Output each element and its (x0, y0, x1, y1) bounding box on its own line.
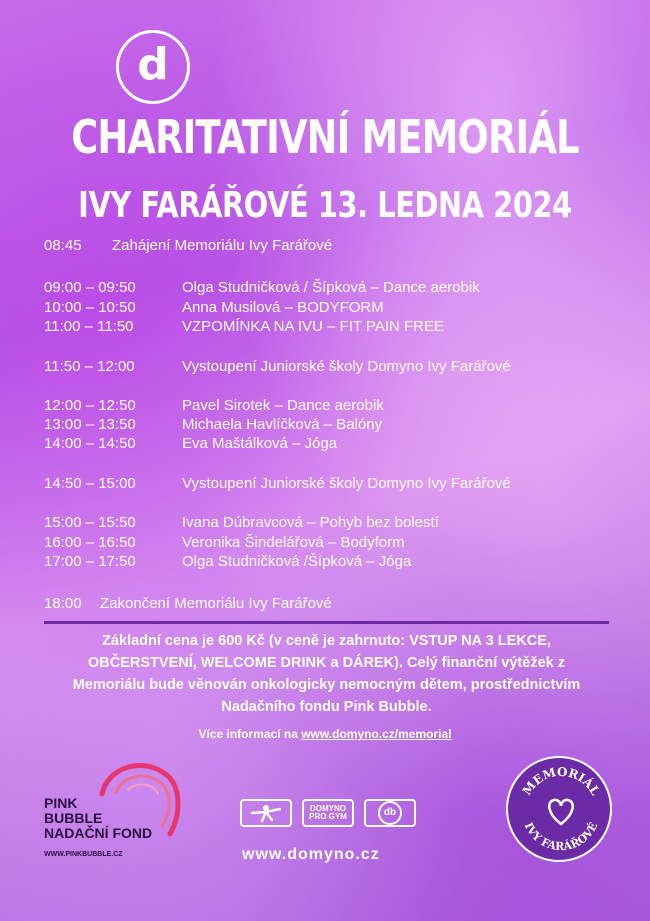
title-line-1: CHARITATIVNÍ MEMORIÁL (71, 110, 579, 164)
schedule-activity: Michaela Havlíčková – Balóny (182, 416, 383, 433)
domyno-pro-gym-logo: DOMYNO PRO GYM (302, 799, 354, 827)
schedule-activity: Eva Maštálková – Jóga (182, 435, 338, 452)
pink-bubble-logo (44, 796, 152, 841)
schedule-time: 09:00 – 09:50 (44, 279, 136, 296)
schedule-time: 16:00 – 16:50 (44, 534, 136, 551)
memorial-badge (506, 756, 612, 862)
schedule-time: 11:00 – 11:50 (44, 318, 134, 335)
schedule-activity: Anna Musilová – BODYFORM (182, 299, 384, 316)
schedule-time: 18:00 (44, 595, 82, 612)
schedule-time: 15:00 – 15:50 (44, 514, 136, 531)
db-logo (364, 799, 416, 827)
schedule-time: 12:00 – 12:50 (44, 397, 136, 414)
domyno-url[interactable]: www.domyno.cz (242, 846, 380, 863)
schedule-activity: VZPOMÍNKA NA IVU – FIT PAIN FREE (182, 318, 445, 335)
schedule-time: 08:45 (44, 237, 82, 254)
logo-letter: d (137, 39, 169, 90)
badge-top-text: MEMORIÁL (519, 764, 603, 798)
db-logo-text: db (378, 801, 402, 825)
pink-bubble-line-3: NADAČNÍ FOND (44, 825, 153, 841)
schedule-activity: Ivana Dúbravcová – Pohyb bez bolestí (182, 514, 439, 531)
schedule-time: 14:50 – 15:00 (44, 475, 136, 492)
schedule-activity: Olga Studničková /Šípková – Jóga (182, 553, 412, 570)
badge-bottom-text: IVY FARÁŘOVÉ (521, 820, 601, 854)
more-info (0, 727, 650, 741)
schedule-time: 11:50 – 12:00 (44, 358, 135, 375)
schedule-activity: Zahájení Memoriálu Ivy Farářové (112, 237, 333, 254)
schedule-activity: Pavel Sirotek – Dance aerobik (182, 397, 384, 414)
pink-bubble-line-2: BUBBLE (44, 810, 103, 826)
info-line: Základní cena je 600 Kč (v ceně je zahrnuto: VSTUP NA 3 LEKCE, (102, 633, 551, 649)
schedule-activity: Veronika Šindelářová – Bodyform (182, 534, 405, 551)
schedule-activity: Vystoupení Juniorské školy Domyno Ivy Farářové (182, 358, 511, 375)
schedule-time: 14:00 – 14:50 (44, 435, 136, 452)
divider (44, 621, 609, 624)
info-text (44, 630, 609, 718)
schedule-activity: Vystoupení Juniorské školy Domyno Ivy Farářové (182, 475, 511, 492)
fitness-figure-icon (240, 799, 292, 827)
pink-bubble-line-1: PINK (44, 795, 78, 811)
more-info-prefix: Více informací na (198, 727, 298, 741)
schedule-time: 10:00 – 10:50 (44, 299, 136, 316)
title-line-2: IVY FARÁŘOVÉ 13. LEDNA 2024 (78, 185, 572, 226)
info-line: Nadačního fondu Pink Bubble. (221, 699, 432, 715)
partner-logos (240, 799, 416, 827)
schedule-time: 13:00 – 13:50 (44, 416, 136, 433)
schedule-activity: Zakončení Memoriálu Ivy Farářové (100, 595, 332, 612)
memorial-link[interactable]: www.domyno.cz/memorial (301, 727, 452, 741)
schedule-activity: Olga Studničková / Šípková – Dance aerobik (182, 279, 480, 296)
domyno-logo (116, 30, 190, 104)
pink-bubble-url: WWW.PINKBUBBLE.CZ (44, 851, 123, 858)
info-line: OBČERSTVENÍ, WELCOME DRINK a DÁREK). Celý finanční výtěžek z (88, 655, 565, 671)
schedule-time: 17:00 – 17:50 (44, 553, 136, 570)
heart-icon (549, 800, 572, 824)
info-line: Memoriálu bude věnován onkologicky nemocným dětem, prostřednictvím (72, 677, 581, 693)
